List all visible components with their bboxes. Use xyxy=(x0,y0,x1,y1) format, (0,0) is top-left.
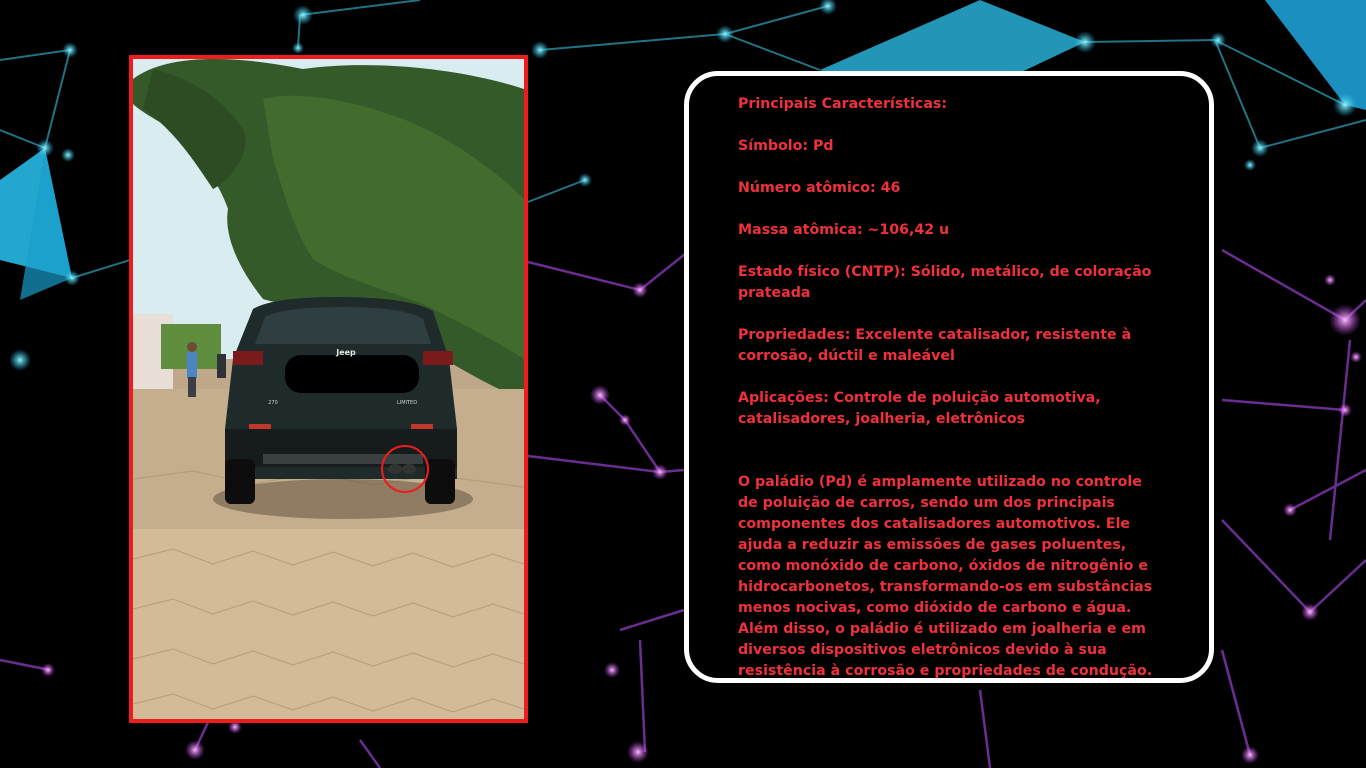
svg-text:270: 270 xyxy=(268,400,278,406)
svg-text:Jeep: Jeep xyxy=(336,348,356,357)
info-card xyxy=(684,71,1214,683)
item-properties: Propriedades: Excelente catalisador, resistente à corrosão, dúctil e maleável xyxy=(738,327,1132,364)
heading: Principais Características: xyxy=(738,96,948,112)
item-symbol: Símbolo: Pd xyxy=(738,138,834,154)
description-paragraph: O paládio (Pd) é amplamente utilizado no controle de poluição de carros, sendo um dos principais componentes dos catalisadores automotivos. Ele ajuda a reduzir as emissões de gases poluentes, como monóxido de carbono, óxidos de nitrogênio e hidrocarbonetos, transformando-os em substâncias menos nocivas, como dióxido de carbono e água. Além disso, o paládio é utilizado em joalheria e em diversos dispositivos eletrônicos devido à sua resistência à corrosão e propriedades de condução. xyxy=(738,474,1153,679)
car-photo xyxy=(129,55,528,723)
item-atomic-number: Número atômico: 46 xyxy=(738,180,901,196)
item-applications: Aplicações: Controle de poluição automotiva, catalisadores, joalheria, eletrônicos xyxy=(738,390,1101,427)
svg-text:LIMITED: LIMITED xyxy=(396,400,418,406)
item-physical-state: Estado físico (CNTP): Sólido, metálico, de coloração prateada xyxy=(738,264,1152,301)
item-atomic-mass: Massa atômica: ~106,42 u xyxy=(738,222,950,238)
